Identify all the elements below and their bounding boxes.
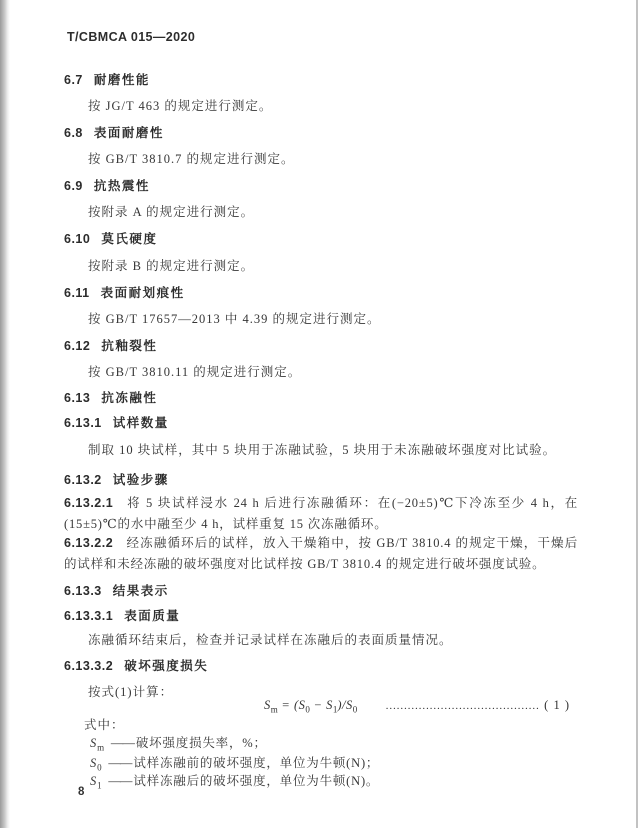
section-title: 结果表示 (112, 584, 169, 598)
section-heading-6-13-3-2 (64, 656, 208, 674)
page-left-edge-shadow (0, 0, 10, 828)
symbol-description: 试样冻融后的破坏强度，单位为牛顿(N)。 (133, 774, 380, 788)
section-title: 表面耐划痕性 (100, 286, 185, 300)
section-heading-6-13-3-1 (64, 606, 180, 624)
symbol: $S_0$ (90, 756, 103, 773)
section-title: 表面耐磨性 (93, 126, 164, 140)
section-heading-6-13-2 (64, 470, 169, 488)
numbered-paragraph-6-13-2-1 (64, 493, 578, 534)
clause-text: 经冻融循环后的试样，放入干燥箱中，按 GB/T 3810.4 的规定干燥，干燥后的试样和未经冻融的破坏强度对比试样按 GB/T 3810.4 的规定进行破坏强度试验。 (64, 536, 578, 571)
section-heading-6-8 (64, 123, 164, 141)
section-title: 莫氏硬度 (101, 232, 158, 246)
equation-number-label: ( 1 ) (544, 698, 570, 712)
section-heading-6-13-1 (64, 413, 169, 431)
paragraph: 按 GB/T 3810.7 的规定进行测定。 (88, 152, 295, 166)
paragraph: 制取 10 块试样，其中 5 块用于冻融试验，5 块用于未冻融破坏强度对比试验。 (88, 443, 557, 457)
leader-dots: …………………………………… (385, 700, 540, 712)
symbol: $S_1$ (90, 774, 103, 791)
symbol-definition-s0 (90, 753, 379, 773)
section-title: 抗热震性 (93, 179, 150, 193)
section-number: 6.13.3.2 (64, 659, 114, 673)
section-number: 6.13.2 (64, 473, 102, 487)
clause-number: 6.13.2.2 (64, 536, 114, 550)
section-heading-6-7 (64, 70, 150, 88)
paragraph: 冻融循环结束后，检查并记录试样在冻融后的表面质量情况。 (88, 633, 453, 647)
section-number: 6.8 (64, 126, 83, 140)
section-title: 抗釉裂性 (101, 339, 158, 353)
section-title: 试验步骤 (112, 473, 169, 487)
section-number: 6.9 (64, 179, 83, 193)
section-heading-6-11 (64, 283, 185, 301)
section-heading-6-10 (64, 229, 157, 247)
section-number: 6.12 (64, 339, 91, 353)
em-dash: —— (108, 774, 132, 788)
section-number: 6.13.3.1 (64, 609, 114, 623)
section-title: 耐磨性能 (93, 73, 150, 87)
section-number: 6.13.1 (64, 416, 102, 430)
section-title: 抗冻融性 (101, 391, 158, 405)
equation-expression: $S_m = (S_0 - S_1)/S_0$ (264, 698, 358, 715)
numbered-paragraph-6-13-2-2 (64, 533, 578, 574)
paragraph: 按 JG/T 463 的规定进行测定。 (88, 99, 273, 113)
symbol-description: 试样冻融前的破坏强度，单位为牛顿(N)； (133, 756, 380, 770)
symbol-definition-s1 (90, 771, 379, 791)
symbol-definition-sm (90, 733, 267, 753)
paragraph: 按式(1)计算： (88, 685, 174, 699)
symbol-description: 破坏强度损失率，%； (135, 736, 267, 750)
page-right-edge-line (636, 0, 638, 828)
em-dash: —— (108, 756, 132, 770)
section-title: 破坏强度损失 (124, 659, 209, 673)
section-title: 试样数量 (112, 416, 169, 430)
clause-number: 6.13.2.1 (64, 496, 114, 510)
section-title: 表面质量 (124, 609, 181, 623)
section-heading-6-9 (64, 176, 150, 194)
paragraph: 按 GB/T 17657—2013 中 4.39 的规定进行测定。 (88, 312, 381, 326)
section-number: 6.13.3 (64, 584, 102, 598)
em-dash: —— (110, 736, 134, 750)
section-heading-6-13 (64, 388, 157, 406)
paragraph: 按附录 B 的规定进行测定。 (88, 259, 255, 273)
section-number: 6.11 (64, 286, 90, 300)
page-number: 8 (78, 786, 85, 798)
equation-1 (88, 698, 570, 716)
paragraph: 按 GB/T 3810.11 的规定进行测定。 (88, 365, 302, 379)
section-heading-6-13-3 (64, 581, 169, 599)
document-number-header: T/CBMCA 015—2020 (67, 30, 196, 44)
clause-text: 将 5 块试样浸水 24 h 后进行冻融循环：在(−20±5)℃下冷冻至少 4 h，在(15±5)℃的水中融至少 4 h，试样重复 15 次冻融循环。 (64, 496, 578, 531)
section-number: 6.13 (64, 391, 91, 405)
section-number: 6.10 (64, 232, 91, 246)
section-heading-6-12 (64, 336, 157, 354)
paragraph: 按附录 A 的规定进行测定。 (88, 205, 255, 219)
symbol: $S_m$ (90, 736, 105, 753)
where-label: 式中： (84, 718, 125, 732)
section-number: 6.7 (64, 73, 83, 87)
